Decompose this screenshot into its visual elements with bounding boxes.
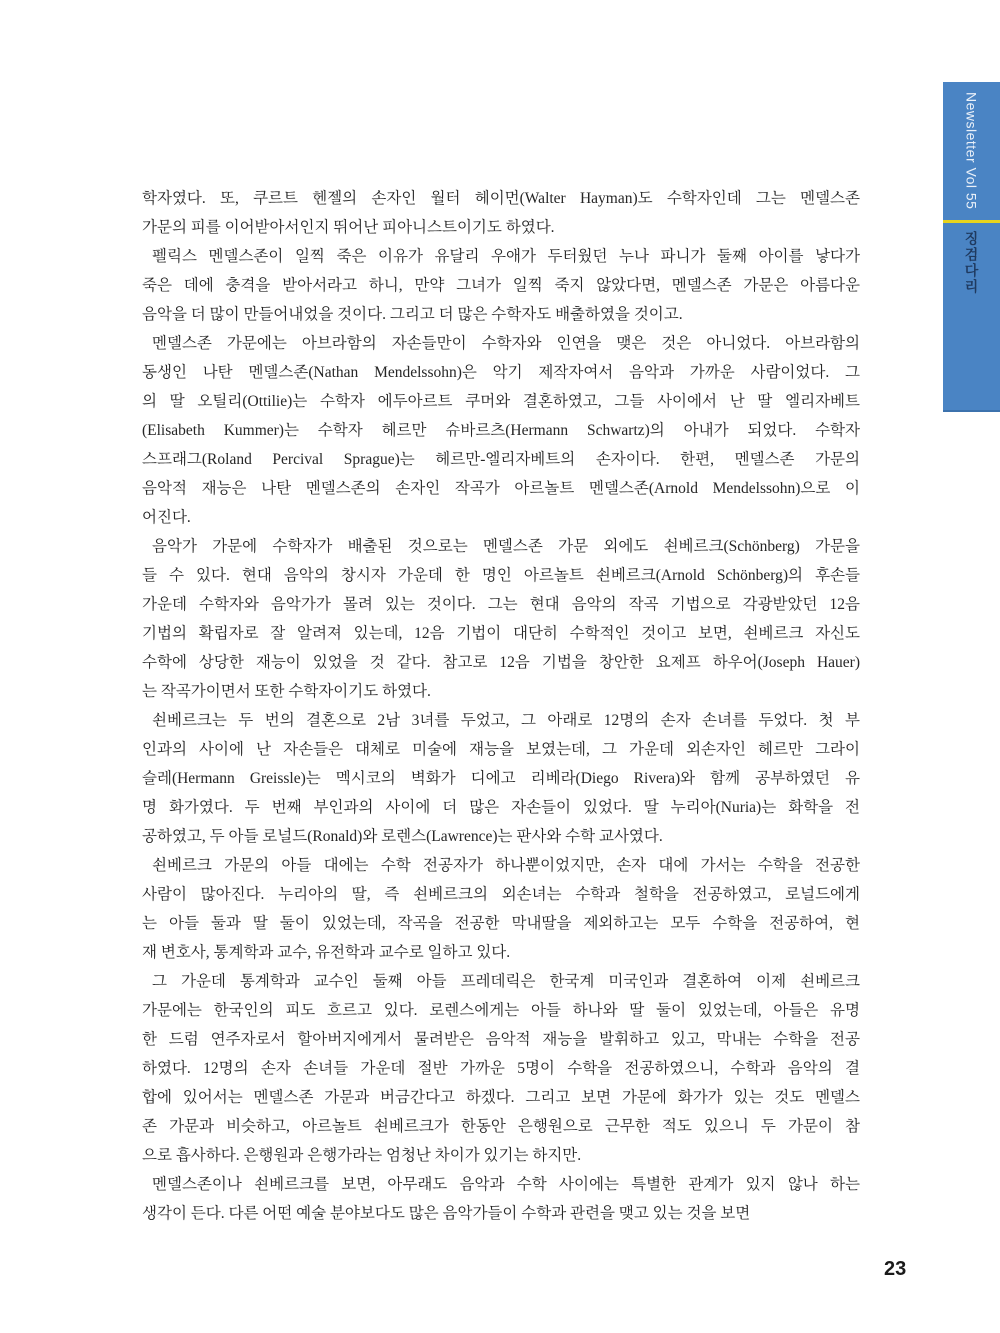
- text-line: 존 가문과 비슷하고, 아르놀트 쇤베르크가 한동안 은행원으로 근무한 적도 있으니 두 가문이 참: [142, 1118, 860, 1135]
- text-line: 들 수 있다. 현대 음악의 창시자 가운데 한 명인 아르놀트 쇤베르크(Arnold Schönberg)의 후손들: [142, 567, 860, 584]
- text-line: 학자였다. 또, 쿠르트 헨젤의 손자인 월터 헤이먼(Walter Hayman)도 수학자인데 그는 멘델스존: [142, 190, 860, 207]
- newsletter-tab-section: [943, 82, 1000, 220]
- text-line: 스프래그(Roland Percival Sprague)는 헤르만-엘리자베트의 손자이다. 한편, 멘델스존 가문의: [142, 451, 860, 468]
- text-line: 쇤베르크는 두 번의 결혼으로 2남 3녀를 두었고, 그 아래로 12명의 손자 손녀를 두었다. 첫 부: [152, 712, 860, 729]
- side-tab: [943, 82, 1000, 412]
- article-text: [142, 184, 860, 1228]
- text-line: 가문에는 한국인의 피도 흐르고 있다. 로렌스에게는 아들 하나와 딸 둘이 있었는데, 아들은 유명: [142, 1002, 860, 1019]
- text-line: 펠릭스 멘델스존이 일찍 죽은 이유가 유달리 우애가 두터웠던 누나 파니가 둘째 아이를 낳다가: [152, 248, 860, 265]
- text-line: 멘델스존 가문에는 아브라함의 자손들만이 수학자와 인연을 맺은 것은 아니었다. 아브라함의: [152, 335, 860, 352]
- text-line: 슬레(Hermann Greissle)는 멕시코의 벽화가 디에고 리베라(Diego Rivera)와 함께 공부하였던 유: [142, 770, 860, 787]
- section-tab-section: [943, 223, 1000, 410]
- text-line: 수학에 상당한 재능이 있었을 것 같다. 참고로 12음 기법을 창안한 요제프 하우어(Joseph Hauer): [142, 654, 860, 671]
- text-line: (Elisabeth Kummer)는 수학자 헤르만 슈바르츠(Hermann Schwartz)의 아내가 되었다. 수학자: [142, 422, 860, 439]
- text-line: 한 드럼 연주자로서 할아버지에게서 물려받은 음악적 재능을 발휘하고 있고, 막내는 수학을 전공: [142, 1031, 860, 1048]
- page-number: 23: [884, 1258, 907, 1280]
- section-title-label: 징검다리: [963, 231, 980, 295]
- text-line: 어진다.: [142, 509, 191, 526]
- newsletter-volume-label: Newsletter Vol 55: [963, 92, 980, 210]
- text-line: 는 작곡가이면서 또한 수학자이기도 하였다.: [142, 683, 431, 700]
- text-line: 재 변호사, 통계학과 교수, 유전학과 교수로 일하고 있다.: [142, 944, 511, 961]
- text-line: 음악가 가문에 수학자가 배출된 것으로는 멘델스존 가문 외에도 쇤베르크(Schönberg) 가문을: [152, 538, 860, 555]
- text-line: 공하였고, 두 아들 로널드(Ronald)와 로렌스(Lawrence)는 판사와 수학 교사였다.: [142, 828, 663, 845]
- text-line: 음악적 재능은 나탄 멘델스존의 손자인 작곡가 아르놀트 멘델스존(Arnold Mendelssohn)으로 이: [142, 480, 860, 497]
- text-line: 동생인 나탄 멘델스존(Nathan Mendelssohn)은 악기 제작자여서 음악과 가까운 사람이었다. 그: [142, 364, 860, 381]
- text-line: 사람이 많아진다. 누리아의 딸, 즉 쇤베르크의 외손녀는 수학과 철학을 전공하였고, 로널드에게: [142, 886, 860, 903]
- text-line: 멘델스존이나 쇤베르크를 보면, 아무래도 음악과 수학 사이에는 특별한 관계가 있지 않나 하는: [152, 1176, 860, 1193]
- text-line: 하였다. 12명의 손자 손녀들 가운데 절반 가까운 5명이 수학을 전공하였으니, 수학과 음악의 결: [142, 1060, 860, 1077]
- text-line: 명 화가였다. 두 번째 부인과의 사이에 더 많은 자손들이 있었다. 딸 누리아(Nuria)는 화학을 전: [142, 799, 860, 816]
- text-line: 쇤베르크 가문의 아들 대에는 수학 전공자가 하나뿐이었지만, 손자 대에 가서는 수학을 전공한: [152, 857, 860, 874]
- text-line: 으로 흡사하다. 은행원과 은행가라는 엄청난 차이가 있기는 하지만.: [142, 1147, 582, 1164]
- text-line: 의 딸 오틸리(Ottilie)는 수학자 에두아르트 쿠머와 결혼하였고, 그들 사이에서 난 딸 엘리자베트: [142, 393, 860, 410]
- text-line: 합에 있어서는 멘델스존 가문과 버금간다고 하겠다. 그리고 보면 가문에 화가가 있는 것도 멘델스: [142, 1089, 860, 1106]
- text-line: 음악을 더 많이 만들어내었을 것이다. 그리고 더 많은 수학자도 배출하였을 것이고.: [142, 306, 683, 323]
- text-line: 는 아들 둘과 딸 둘이 있었는데, 작곡을 전공한 막내딸을 제외하고는 모두 수학을 전공하여, 현: [142, 915, 860, 932]
- text-line: 그 가운데 통계학과 교수인 둘째 아들 프레데릭은 한국계 미국인과 결혼하여 이제 쇤베르크: [152, 973, 860, 990]
- text-line: 인과의 사이에 난 자손들은 대체로 미술에 재능을 보였는데, 그 가운데 외손자인 헤르만 그라이: [142, 741, 860, 758]
- text-line: 죽은 데에 충격을 받아서라고 하니, 만약 그녀가 일찍 죽지 않았다면, 멘델스존 가문은 아름다운: [142, 277, 860, 294]
- text-line: 기법의 확립자로 잘 알려져 있는데, 12음 기법이 대단히 수학적인 것이고 보면, 쇤베르크 자신도: [142, 625, 860, 642]
- text-line: 생각이 든다. 다른 어떤 예술 분야보다도 많은 음악가들이 수학과 관련을 맺고 있는 것을 보면: [142, 1205, 751, 1222]
- text-line: 가문의 피를 이어받아서인지 뛰어난 피아니스트이기도 하였다.: [142, 219, 555, 236]
- text-line: 가운데 수학자와 음악가가 몰려 있는 것이다. 그는 현대 음악의 작곡 기법으로 각광받았던 12음: [142, 596, 860, 613]
